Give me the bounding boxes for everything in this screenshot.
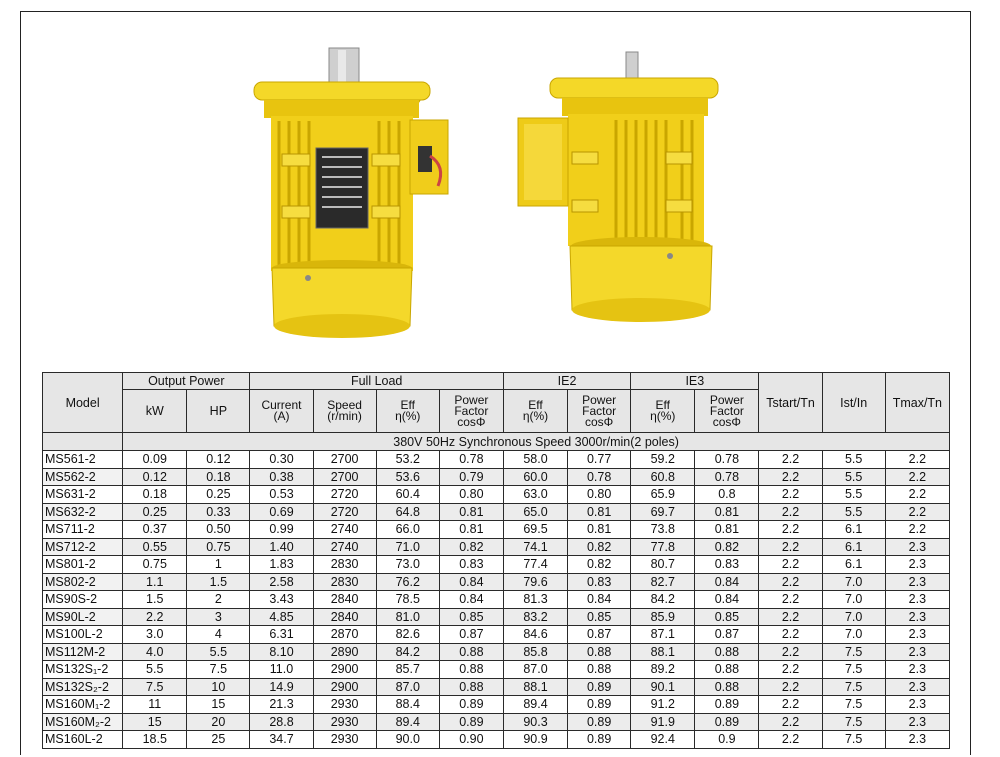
table-row bbox=[43, 678, 950, 696]
value-cell: 5.5 bbox=[822, 486, 885, 504]
value-cell: 2.2 bbox=[759, 626, 822, 644]
value-cell: 0.88 bbox=[439, 661, 503, 679]
value-cell: 71.0 bbox=[376, 538, 439, 556]
value-cell: 1.5 bbox=[187, 573, 250, 591]
value-cell: 6.1 bbox=[822, 556, 885, 574]
value-cell: 6.1 bbox=[822, 538, 885, 556]
value-cell: 7.0 bbox=[822, 626, 885, 644]
value-cell: 0.83 bbox=[568, 573, 631, 591]
value-cell: 87.0 bbox=[503, 661, 567, 679]
value-cell: 0.88 bbox=[568, 661, 631, 679]
value-cell: 0.30 bbox=[250, 451, 313, 469]
value-cell: 6.31 bbox=[250, 626, 313, 644]
value-cell: 11 bbox=[123, 696, 187, 714]
value-cell: 2.2 bbox=[759, 451, 822, 469]
table-row bbox=[43, 573, 950, 591]
value-cell: 0.85 bbox=[695, 608, 759, 626]
value-cell: 0.37 bbox=[123, 521, 187, 539]
pf-factor: Factor bbox=[709, 403, 744, 418]
value-cell: 2.3 bbox=[885, 643, 949, 661]
table-row bbox=[43, 451, 950, 469]
value-cell: 88.1 bbox=[503, 678, 567, 696]
value-cell: 80.7 bbox=[631, 556, 695, 574]
value-cell: 82.6 bbox=[376, 626, 439, 644]
value-cell: 60.4 bbox=[376, 486, 439, 504]
value-cell: 58.0 bbox=[503, 451, 567, 469]
value-cell: 53.2 bbox=[376, 451, 439, 469]
value-cell: 81.3 bbox=[503, 591, 567, 609]
value-cell: 2.2 bbox=[885, 486, 949, 504]
pf-factor: Factor bbox=[582, 403, 617, 418]
pf-cos: cosΦ bbox=[712, 414, 741, 429]
eff-label: Eff bbox=[400, 398, 415, 412]
value-cell: 90.9 bbox=[503, 731, 567, 749]
value-cell: 0.25 bbox=[187, 486, 250, 504]
value-cell: 2.2 bbox=[759, 486, 822, 504]
value-cell: 2830 bbox=[313, 556, 376, 574]
value-cell: 0.82 bbox=[568, 538, 631, 556]
value-cell: 78.5 bbox=[376, 591, 439, 609]
value-cell: 2.3 bbox=[885, 538, 949, 556]
value-cell: 81.0 bbox=[376, 608, 439, 626]
value-cell: 77.4 bbox=[503, 556, 567, 574]
value-cell: 3.0 bbox=[123, 626, 187, 644]
model-cell: MS132S₂-2 bbox=[43, 678, 123, 696]
value-cell: 2740 bbox=[313, 538, 376, 556]
model-cell: MS112M-2 bbox=[43, 643, 123, 661]
value-cell: 0.80 bbox=[439, 486, 503, 504]
value-cell: 2.2 bbox=[885, 521, 949, 539]
header-tmax: Tmax/Tn bbox=[885, 373, 949, 433]
model-cell: MS90L-2 bbox=[43, 608, 123, 626]
value-cell: 18.5 bbox=[123, 731, 187, 749]
value-cell: 5.5 bbox=[187, 643, 250, 661]
value-cell: 4 bbox=[187, 626, 250, 644]
value-cell: 3.43 bbox=[250, 591, 313, 609]
value-cell: 2.2 bbox=[759, 573, 822, 591]
value-cell: 2890 bbox=[313, 643, 376, 661]
table-row bbox=[43, 538, 950, 556]
value-cell: 1 bbox=[187, 556, 250, 574]
header-hp: HP bbox=[187, 390, 250, 433]
value-cell: 10 bbox=[187, 678, 250, 696]
value-cell: 0.88 bbox=[439, 678, 503, 696]
value-cell: 7.5 bbox=[822, 661, 885, 679]
value-cell: 15 bbox=[123, 713, 187, 731]
motor-photo-front bbox=[234, 36, 474, 348]
value-cell: 87.1 bbox=[631, 626, 695, 644]
header-ie3: IE3 bbox=[631, 373, 759, 390]
table-row bbox=[43, 591, 950, 609]
header-ist: Ist/In bbox=[822, 373, 885, 433]
model-cell: MS802-2 bbox=[43, 573, 123, 591]
pf-factor: Factor bbox=[454, 403, 489, 418]
value-cell: 0.89 bbox=[695, 696, 759, 714]
value-cell: 0.81 bbox=[695, 503, 759, 521]
eff-unit: η(%) bbox=[395, 409, 421, 423]
value-cell: 2.2 bbox=[885, 503, 949, 521]
model-cell: MS132S₁-2 bbox=[43, 661, 123, 679]
value-cell: 2.3 bbox=[885, 626, 949, 644]
value-cell: 0.78 bbox=[695, 468, 759, 486]
table-subtitle: 380V 50Hz Synchronous Speed 3000r/min(2 poles) bbox=[123, 433, 950, 451]
value-cell: 0.38 bbox=[250, 468, 313, 486]
value-cell: 0.88 bbox=[439, 643, 503, 661]
value-cell: 7.5 bbox=[123, 678, 187, 696]
value-cell: 34.7 bbox=[250, 731, 313, 749]
value-cell: 0.8 bbox=[695, 486, 759, 504]
value-cell: 0.53 bbox=[250, 486, 313, 504]
value-cell: 0.89 bbox=[568, 678, 631, 696]
value-cell: 65.9 bbox=[631, 486, 695, 504]
value-cell: 65.0 bbox=[503, 503, 567, 521]
value-cell: 88.4 bbox=[376, 696, 439, 714]
value-cell: 0.99 bbox=[250, 521, 313, 539]
value-cell: 53.6 bbox=[376, 468, 439, 486]
table-row bbox=[43, 696, 950, 714]
value-cell: 0.75 bbox=[187, 538, 250, 556]
value-cell: 0.81 bbox=[568, 521, 631, 539]
value-cell: 1.5 bbox=[123, 591, 187, 609]
model-cell: MS160L-2 bbox=[43, 731, 123, 749]
value-cell: 2.3 bbox=[885, 591, 949, 609]
header-eff-ie3 bbox=[631, 390, 695, 433]
header-tstart: Tstart/Tn bbox=[759, 373, 822, 433]
value-cell: 0.81 bbox=[695, 521, 759, 539]
value-cell: 0.55 bbox=[123, 538, 187, 556]
value-cell: 7.5 bbox=[822, 731, 885, 749]
value-cell: 3 bbox=[187, 608, 250, 626]
model-cell: MS90S-2 bbox=[43, 591, 123, 609]
value-cell: 0.88 bbox=[568, 643, 631, 661]
model-cell: MS631-2 bbox=[43, 486, 123, 504]
value-cell: 0.83 bbox=[439, 556, 503, 574]
value-cell: 2900 bbox=[313, 661, 376, 679]
value-cell: 4.85 bbox=[250, 608, 313, 626]
value-cell: 0.89 bbox=[439, 713, 503, 731]
value-cell: 0.89 bbox=[568, 713, 631, 731]
value-cell: 2.3 bbox=[885, 608, 949, 626]
table-row bbox=[43, 643, 950, 661]
value-cell: 85.7 bbox=[376, 661, 439, 679]
value-cell: 2700 bbox=[313, 451, 376, 469]
value-cell: 2840 bbox=[313, 608, 376, 626]
value-cell: 0.83 bbox=[695, 556, 759, 574]
value-cell: 0.18 bbox=[187, 468, 250, 486]
value-cell: 0.85 bbox=[568, 608, 631, 626]
value-cell: 59.2 bbox=[631, 451, 695, 469]
value-cell: 84.6 bbox=[503, 626, 567, 644]
value-cell: 0.84 bbox=[439, 591, 503, 609]
model-cell: MS100L-2 bbox=[43, 626, 123, 644]
value-cell: 0.81 bbox=[568, 503, 631, 521]
value-cell: 8.10 bbox=[250, 643, 313, 661]
eff-unit: η(%) bbox=[650, 409, 676, 423]
header-output-power: Output Power bbox=[123, 373, 250, 390]
value-cell: 0.78 bbox=[568, 468, 631, 486]
value-cell: 2930 bbox=[313, 713, 376, 731]
value-cell: 7.0 bbox=[822, 573, 885, 591]
value-cell: 91.2 bbox=[631, 696, 695, 714]
value-cell: 2740 bbox=[313, 521, 376, 539]
eff-label: Eff bbox=[528, 398, 543, 412]
value-cell: 90.1 bbox=[631, 678, 695, 696]
value-cell: 90.0 bbox=[376, 731, 439, 749]
value-cell: 2870 bbox=[313, 626, 376, 644]
value-cell: 76.2 bbox=[376, 573, 439, 591]
value-cell: 0.33 bbox=[187, 503, 250, 521]
model-cell: MS160M₁-2 bbox=[43, 696, 123, 714]
value-cell: 2.3 bbox=[885, 696, 949, 714]
value-cell: 2.3 bbox=[885, 713, 949, 731]
eff-unit: η(%) bbox=[522, 409, 549, 423]
value-cell: 85.9 bbox=[631, 608, 695, 626]
value-cell: 0.77 bbox=[568, 451, 631, 469]
value-cell: 0.82 bbox=[439, 538, 503, 556]
value-cell: 4.0 bbox=[123, 643, 187, 661]
value-cell: 2.2 bbox=[759, 468, 822, 486]
table-row bbox=[43, 521, 950, 539]
value-cell: 64.8 bbox=[376, 503, 439, 521]
value-cell: 1.1 bbox=[123, 573, 187, 591]
motor-spec-table bbox=[42, 372, 950, 749]
model-cell: MS712-2 bbox=[43, 538, 123, 556]
value-cell: 0.84 bbox=[568, 591, 631, 609]
header-speed bbox=[313, 390, 376, 433]
value-cell: 2930 bbox=[313, 731, 376, 749]
value-cell: 2900 bbox=[313, 678, 376, 696]
value-cell: 2.2 bbox=[885, 468, 949, 486]
value-cell: 7.0 bbox=[822, 608, 885, 626]
header-full-load: Full Load bbox=[250, 373, 504, 390]
value-cell: 85.8 bbox=[503, 643, 567, 661]
speed-label: Speed bbox=[327, 398, 362, 412]
value-cell: 7.5 bbox=[822, 713, 885, 731]
value-cell: 79.6 bbox=[503, 573, 567, 591]
value-cell: 91.9 bbox=[631, 713, 695, 731]
value-cell: 0.25 bbox=[123, 503, 187, 521]
value-cell: 88.1 bbox=[631, 643, 695, 661]
value-cell: 2720 bbox=[313, 486, 376, 504]
value-cell: 2830 bbox=[313, 573, 376, 591]
pf-power: Power bbox=[582, 392, 617, 407]
value-cell: 0.80 bbox=[568, 486, 631, 504]
value-cell: 11.0 bbox=[250, 661, 313, 679]
value-cell: 7.5 bbox=[822, 678, 885, 696]
model-cell: MS801-2 bbox=[43, 556, 123, 574]
value-cell: 2.3 bbox=[885, 573, 949, 591]
value-cell: 20 bbox=[187, 713, 250, 731]
value-cell: 77.8 bbox=[631, 538, 695, 556]
value-cell: 0.81 bbox=[439, 503, 503, 521]
value-cell: 73.8 bbox=[631, 521, 695, 539]
header-kw: kW bbox=[123, 390, 187, 433]
value-cell: 1.40 bbox=[250, 538, 313, 556]
subtitle-spacer bbox=[43, 433, 123, 451]
value-cell: 0.9 bbox=[695, 731, 759, 749]
value-cell: 0.78 bbox=[439, 451, 503, 469]
header-eff-fl bbox=[376, 390, 439, 433]
value-cell: 0.79 bbox=[439, 468, 503, 486]
model-cell: MS160M₂-2 bbox=[43, 713, 123, 731]
value-cell: 2.58 bbox=[250, 573, 313, 591]
value-cell: 0.18 bbox=[123, 486, 187, 504]
value-cell: 2700 bbox=[313, 468, 376, 486]
value-cell: 2.3 bbox=[885, 678, 949, 696]
value-cell: 5.5 bbox=[822, 503, 885, 521]
value-cell: 2 bbox=[187, 591, 250, 609]
value-cell: 74.1 bbox=[503, 538, 567, 556]
table-row bbox=[43, 503, 950, 521]
value-cell: 2.2 bbox=[759, 696, 822, 714]
value-cell: 0.89 bbox=[568, 731, 631, 749]
value-cell: 2.2 bbox=[759, 661, 822, 679]
value-cell: 0.12 bbox=[187, 451, 250, 469]
value-cell: 0.84 bbox=[439, 573, 503, 591]
value-cell: 15 bbox=[187, 696, 250, 714]
value-cell: 82.7 bbox=[631, 573, 695, 591]
value-cell: 0.82 bbox=[568, 556, 631, 574]
value-cell: 2.2 bbox=[759, 521, 822, 539]
table-row bbox=[43, 713, 950, 731]
table-row bbox=[43, 468, 950, 486]
table-row bbox=[43, 661, 950, 679]
value-cell: 5.5 bbox=[822, 468, 885, 486]
value-cell: 0.81 bbox=[439, 521, 503, 539]
value-cell: 0.78 bbox=[695, 451, 759, 469]
value-cell: 60.8 bbox=[631, 468, 695, 486]
value-cell: 6.1 bbox=[822, 521, 885, 539]
value-cell: 0.89 bbox=[568, 696, 631, 714]
value-cell: 2840 bbox=[313, 591, 376, 609]
value-cell: 0.88 bbox=[695, 661, 759, 679]
value-cell: 7.5 bbox=[822, 643, 885, 661]
value-cell: 2.2 bbox=[759, 731, 822, 749]
pf-power: Power bbox=[709, 392, 744, 407]
header-eff-ie2 bbox=[503, 390, 567, 433]
value-cell: 0.50 bbox=[187, 521, 250, 539]
model-cell: MS562-2 bbox=[43, 468, 123, 486]
motor-photo-rear bbox=[506, 40, 731, 335]
value-cell: 14.9 bbox=[250, 678, 313, 696]
value-cell: 2.2 bbox=[123, 608, 187, 626]
value-cell: 0.87 bbox=[568, 626, 631, 644]
header-current bbox=[250, 390, 313, 433]
value-cell: 2930 bbox=[313, 696, 376, 714]
header-model: Model bbox=[43, 373, 123, 433]
value-cell: 5.5 bbox=[123, 661, 187, 679]
pf-cos: cosΦ bbox=[584, 414, 614, 429]
value-cell: 84.2 bbox=[376, 643, 439, 661]
value-cell: 63.0 bbox=[503, 486, 567, 504]
value-cell: 2.3 bbox=[885, 661, 949, 679]
header-pf-ie3 bbox=[695, 390, 759, 433]
model-cell: MS561-2 bbox=[43, 451, 123, 469]
value-cell: 5.5 bbox=[822, 451, 885, 469]
value-cell: 2.2 bbox=[759, 678, 822, 696]
table-row bbox=[43, 608, 950, 626]
value-cell: 25 bbox=[187, 731, 250, 749]
value-cell: 0.87 bbox=[439, 626, 503, 644]
value-cell: 69.5 bbox=[503, 521, 567, 539]
value-cell: 2.2 bbox=[759, 556, 822, 574]
value-cell: 0.69 bbox=[250, 503, 313, 521]
value-cell: 0.88 bbox=[695, 643, 759, 661]
value-cell: 87.0 bbox=[376, 678, 439, 696]
pf-power: Power bbox=[454, 392, 489, 407]
value-cell: 0.84 bbox=[695, 573, 759, 591]
value-cell: 89.2 bbox=[631, 661, 695, 679]
header-pf-fl bbox=[439, 390, 503, 433]
value-cell: 0.75 bbox=[123, 556, 187, 574]
value-cell: 83.2 bbox=[503, 608, 567, 626]
value-cell: 89.4 bbox=[503, 696, 567, 714]
value-cell: 0.09 bbox=[123, 451, 187, 469]
speed-unit: (r/min) bbox=[327, 409, 362, 423]
value-cell: 89.4 bbox=[376, 713, 439, 731]
value-cell: 0.90 bbox=[439, 731, 503, 749]
eff-label: Eff bbox=[655, 398, 670, 412]
value-cell: 0.85 bbox=[439, 608, 503, 626]
table-row bbox=[43, 731, 950, 749]
value-cell: 2.2 bbox=[759, 713, 822, 731]
value-cell: 7.5 bbox=[187, 661, 250, 679]
value-cell: 0.88 bbox=[695, 678, 759, 696]
value-cell: 2.3 bbox=[885, 731, 949, 749]
value-cell: 2.3 bbox=[885, 556, 949, 574]
value-cell: 2.2 bbox=[885, 451, 949, 469]
header-pf-ie2 bbox=[568, 390, 631, 433]
model-cell: MS711-2 bbox=[43, 521, 123, 539]
value-cell: 0.89 bbox=[439, 696, 503, 714]
value-cell: 2.2 bbox=[759, 608, 822, 626]
current-unit: (A) bbox=[273, 409, 290, 423]
value-cell: 0.89 bbox=[695, 713, 759, 731]
value-cell: 90.3 bbox=[503, 713, 567, 731]
value-cell: 0.82 bbox=[695, 538, 759, 556]
value-cell: 2.2 bbox=[759, 591, 822, 609]
value-cell: 69.7 bbox=[631, 503, 695, 521]
value-cell: 84.2 bbox=[631, 591, 695, 609]
value-cell: 73.0 bbox=[376, 556, 439, 574]
value-cell: 7.5 bbox=[822, 696, 885, 714]
value-cell: 2.2 bbox=[759, 538, 822, 556]
header-ie2: IE2 bbox=[503, 373, 630, 390]
value-cell: 66.0 bbox=[376, 521, 439, 539]
table-row bbox=[43, 626, 950, 644]
value-cell: 21.3 bbox=[250, 696, 313, 714]
value-cell: 1.83 bbox=[250, 556, 313, 574]
value-cell: 2720 bbox=[313, 503, 376, 521]
value-cell: 0.87 bbox=[695, 626, 759, 644]
value-cell: 60.0 bbox=[503, 468, 567, 486]
model-cell: MS632-2 bbox=[43, 503, 123, 521]
value-cell: 92.4 bbox=[631, 731, 695, 749]
current-label: Current bbox=[261, 398, 302, 412]
pf-cos: cosΦ bbox=[457, 414, 486, 429]
value-cell: 7.0 bbox=[822, 591, 885, 609]
value-cell: 2.2 bbox=[759, 643, 822, 661]
value-cell: 0.84 bbox=[695, 591, 759, 609]
value-cell: 28.8 bbox=[250, 713, 313, 731]
value-cell: 0.12 bbox=[123, 468, 187, 486]
table-row bbox=[43, 486, 950, 504]
spec-body bbox=[43, 451, 950, 749]
value-cell: 2.2 bbox=[759, 503, 822, 521]
table-row bbox=[43, 556, 950, 574]
